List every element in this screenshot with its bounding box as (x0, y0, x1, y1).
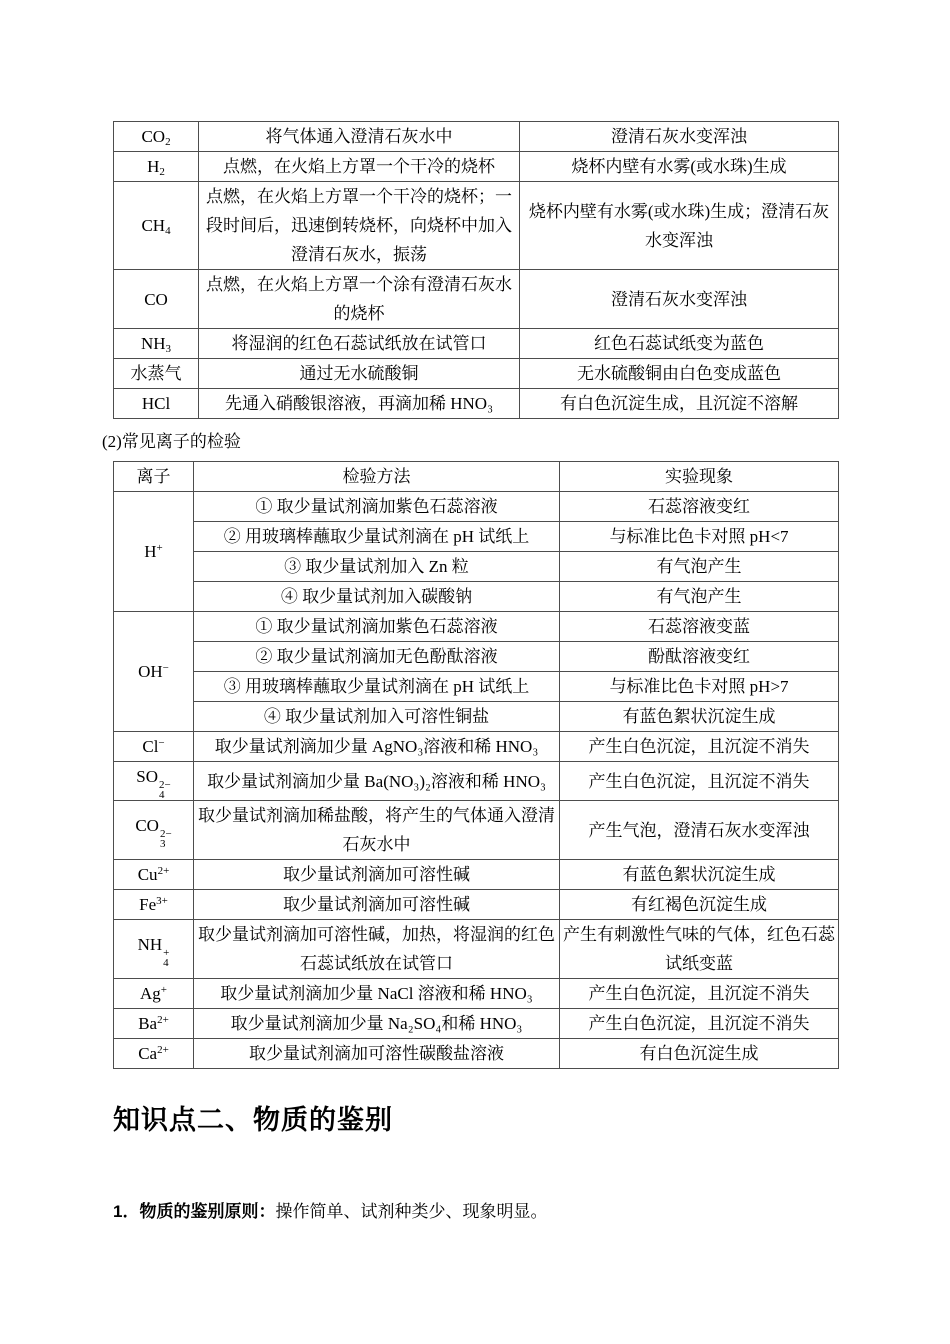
ion-result-cell: 产生气泡，澄清石灰水变浑浊 (560, 801, 839, 860)
ion-result-cell: 与标准比色卡对照 pH<7 (560, 522, 839, 552)
ion-table-row (114, 642, 839, 672)
ion-result-cell: 有白色沉淀生成 (560, 1039, 839, 1069)
gas-result-cell: 烧杯内壁有水雾(或水珠)生成 (520, 152, 839, 182)
ion-method-cell: 取少量试剂滴加可溶性碱，加热，将湿润的红色石蕊试纸放在试管口 (194, 920, 560, 979)
gas-table-row (114, 389, 839, 419)
gas-formula-cell: 水蒸气 (114, 359, 199, 389)
gas-formula-cell: $H_2$ (114, 152, 199, 182)
ion-formula-cell: CO 2− 3 (114, 801, 194, 860)
gas-result-cell: 澄清石灰水变浑浊 (520, 270, 839, 329)
ion-result-cell: 产生白色沉淀，且沉淀不消失 (560, 1009, 839, 1039)
gas-method-cell: 先通入硝酸银溶液，再滴加稀 HNO₃ (199, 389, 520, 419)
gas-method-cell: 点燃，在火焰上方罩一个涂有澄清石灰水的烧杯 (199, 270, 520, 329)
ion-result-cell: 产生有刺激性气味的气体，红色石蕊试纸变蓝 (560, 920, 839, 979)
gas-method-cell: 将气体通入澄清石灰水中 (199, 122, 520, 152)
ion-result-cell: 产生白色沉淀，且沉淀不消失 (560, 762, 839, 801)
ion-method-cell: 取少量试剂滴加可溶性碱 (194, 890, 560, 920)
gas-table-row (114, 359, 839, 389)
page (102, 121, 838, 1224)
ion-table-row (114, 860, 839, 890)
principle-paragraph (113, 1200, 838, 1224)
ion-table-row (114, 522, 839, 552)
ion-formula-cell: Cl− (114, 732, 194, 762)
ion-table-row (114, 1009, 839, 1039)
ion-result-cell: 有气泡产生 (560, 582, 839, 612)
ion-table-row (114, 492, 839, 522)
ion-method-cell: ③ 取少量试剂加入 Zn 粒 (194, 552, 560, 582)
ion-table-row (114, 612, 839, 642)
gas-formula-cell: CO (114, 270, 199, 329)
ion-result-cell: 产生白色沉淀，且沉淀不消失 (560, 732, 839, 762)
ion-formula-cell: Ag+ (114, 979, 194, 1009)
ion-formula-cell: SO 2− 4 (114, 762, 194, 801)
gas-formula-cell: $CH_4$ (114, 182, 199, 270)
gas-method-cell: 点燃，在火焰上方罩一个干冷的烧杯 (199, 152, 520, 182)
ion-method-cell: 取少量试剂滴加少量 Ba(NO₃)₂溶液和稀 HNO₃ (194, 762, 560, 801)
ion-result-cell: 石蕊溶液变红 (560, 492, 839, 522)
principle-label: 1．物质的鉴别原则： (113, 1202, 276, 1221)
section-label: (2)常见离子的检验 (102, 432, 241, 451)
ion-method-cell: ③ 用玻璃棒蘸取少量试剂滴在 pH 试纸上 (194, 672, 560, 702)
column-header-method: 检验方法 (194, 462, 560, 492)
ion-table-row (114, 552, 839, 582)
ion-result-cell: 产生白色沉淀，且沉淀不消失 (560, 979, 839, 1009)
ion-method-cell: ① 取少量试剂滴加紫色石蕊溶液 (194, 492, 560, 522)
gas-result-cell: 有白色沉淀生成，且沉淀不溶解 (520, 389, 839, 419)
ion-method-cell: 取少量试剂滴加少量 NaCl 溶液和稀 HNO₃ (194, 979, 560, 1009)
ion-method-cell: 取少量试剂滴加稀盐酸，将产生的气体通入澄清石灰水中 (194, 801, 560, 860)
ion-method-cell: 取少量试剂滴加可溶性碱 (194, 860, 560, 890)
ion-formula-cell: $Cu^{2+}$ (114, 860, 194, 890)
ion-table-row (114, 979, 839, 1009)
ion-table-body (114, 462, 839, 1069)
ion-method-cell: ④ 取少量试剂加入碳酸钠 (194, 582, 560, 612)
gas-formula-cell: HCl (114, 389, 199, 419)
gas-result-cell: 烧杯内壁有水雾(或水珠)生成；澄清石灰水变浑浊 (520, 182, 839, 270)
formula-stacked-script: 2− 4 (159, 779, 171, 801)
gas-result-cell: 红色石蕊试纸变为蓝色 (520, 329, 839, 359)
ion-table-row (114, 890, 839, 920)
ion-table-row (114, 920, 839, 979)
ion-table-row (114, 762, 839, 801)
ion-table-row (114, 702, 839, 732)
gas-result-cell: 澄清石灰水变浑浊 (520, 122, 839, 152)
ion-method-cell: ④ 取少量试剂加入可溶性铜盐 (194, 702, 560, 732)
gas-table-row (114, 329, 839, 359)
ion-result-cell: 酚酞溶液变红 (560, 642, 839, 672)
ion-test-table (113, 461, 839, 1069)
ion-formula-cell: $Fe^{3+}$ (114, 890, 194, 920)
gas-table-row (114, 182, 839, 270)
column-header-ion: 离子 (114, 462, 194, 492)
ion-result-cell: 与标准比色卡对照 pH>7 (560, 672, 839, 702)
gas-formula-cell: $NH_3$ (114, 329, 199, 359)
gas-formula-cell: $CO_2$ (114, 122, 199, 152)
principle-text: 操作简单、试剂种类少、现象明显。 (275, 1202, 548, 1221)
gas-table-body (114, 122, 839, 419)
gas-table-row (114, 122, 839, 152)
section-heading: 知识点二、物质的鉴别 (113, 1105, 393, 1135)
ion-formula-cell: H+ (114, 492, 194, 612)
gas-method-cell: 通过无水硫酸铜 (199, 359, 520, 389)
gas-method-cell: 点燃，在火焰上方罩一个干冷的烧杯；一段时间后，迅速倒转烧杯，向烧杯中加入澄清石灰水，振荡 (199, 182, 520, 270)
gas-test-table (113, 121, 839, 419)
ion-table-row (114, 1039, 839, 1069)
ion-method-cell: 取少量试剂滴加可溶性碳酸盐溶液 (194, 1039, 560, 1069)
ion-formula-cell: $Ca^{2+}$ (114, 1039, 194, 1069)
ion-table-row (114, 732, 839, 762)
ion-formula-cell: $Ba^{2+}$ (114, 1009, 194, 1039)
formula-stacked-script: + 4 (163, 947, 170, 969)
ion-table-row (114, 582, 839, 612)
gas-result-cell: 无水硫酸铜由白色变成蓝色 (520, 359, 839, 389)
gas-table-row (114, 270, 839, 329)
ion-table-row (114, 801, 839, 860)
ion-method-cell: ② 取少量试剂滴加无色酚酞溶液 (194, 642, 560, 672)
ion-result-cell: 有蓝色絮状沉淀生成 (560, 860, 839, 890)
ion-formula-cell: OH− (114, 612, 194, 732)
ion-method-cell: 取少量试剂滴加少量 Na₂SO₄和稀 HNO₃ (194, 1009, 560, 1039)
ion-table-header-row (114, 462, 839, 492)
ion-result-cell: 有红褐色沉淀生成 (560, 890, 839, 920)
ion-method-cell: ① 取少量试剂滴加紫色石蕊溶液 (194, 612, 560, 642)
ion-result-cell: 有蓝色絮状沉淀生成 (560, 702, 839, 732)
column-header-result: 实验现象 (560, 462, 839, 492)
ion-method-cell: 取少量试剂滴加少量 AgNO₃溶液和稀 HNO₃ (194, 732, 560, 762)
ion-method-cell: ② 用玻璃棒蘸取少量试剂滴在 pH 试纸上 (194, 522, 560, 552)
gas-table-row (114, 152, 839, 182)
ion-table-row (114, 672, 839, 702)
formula-stacked-script: 2− 3 (159, 828, 172, 850)
ion-result-cell: 石蕊溶液变蓝 (560, 612, 839, 642)
ion-formula-cell: NH + 4 (114, 920, 194, 979)
ion-result-cell: 有气泡产生 (560, 552, 839, 582)
gas-method-cell: 将湿润的红色石蕊试纸放在试管口 (199, 329, 520, 359)
